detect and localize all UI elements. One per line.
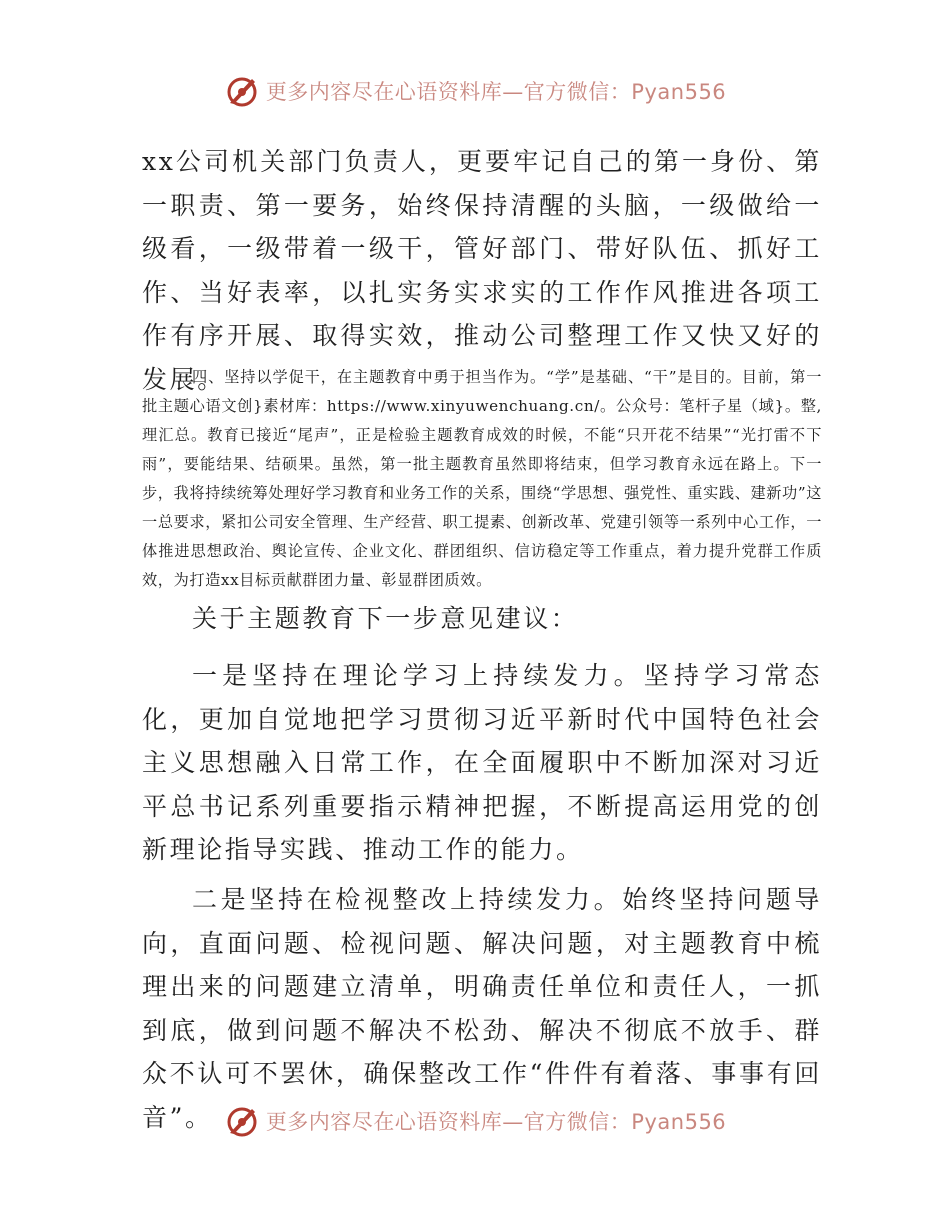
paragraph-review-rectification: 二是坚持在检视整改上持续发力。始终坚持问题导向，直面问题、检视问题、解决问题，对主题教育中梳理出来的问题建立清单，明确责任单位和责任人，一抓到底，做到问题不解决不松劲、解决不彻底不放手、群众不认可不罢休，确保整改工作“件件有着落、事事有回音”。: [142, 885, 822, 1132]
quill-circle-logo-icon: [224, 1103, 260, 1139]
paragraph-learning-to-act: 四、坚持以学促干，在主题教育中勇于担当作为。“学”是基础、“干”是目的。目前，第一批主题心语文创}素材库：https://www.xinyuwenchuang.cn/。公众号：笔杆子星（域}。整,理汇总。教育已接近“尾声”，正是检验主题教育成效的时候，不能“只开花不结果”“光打雷不下雨”，要能结果、结硕果。虽然，第一批主题教育虽然即将结束，但学习教育永远在路上。下一步，我将持续统筹处理好学习教育和业务工作的关系，围绕“学思想、强党性、重实践、建新功”这一总要求，紧扣公司安全管理、生产经营、职工提素、创新改革、党建引领等一系列中心工作，一体推进思想政治、舆论宣传、企业文化、群团组织、信访稳定等工作重点，着力提升党群工作质效，为打造xx目标贡献群团力量、彰显群团质效。: [142, 368, 822, 589]
paragraph-theory-study: 一是坚持在理论学习上持续发力。坚持学习常态化，更加自觉地把学习贯彻习近平新时代中国特色社会主义思想融入日常工作，在全面履职中不断加深对习近平总书记系列重要指示精神把握，不断提高运用党的创新理论指导实践、推动工作的能力。: [142, 661, 822, 864]
header-watermark: [0, 70, 950, 112]
footer-watermark: [0, 1100, 950, 1142]
watermark-text: 更多内容尽在心语资料库—官方微信：Pyan556: [265, 80, 727, 104]
watermark-text: 更多内容尽在心语资料库—官方微信：Pyan556: [265, 1110, 727, 1134]
section-heading-suggestions: 关于主题教育下一步意见建议：: [192, 604, 579, 633]
paragraph-leader-responsibility: xx公司机关部门负责人，更要牢记自己的第一身份、第一职责、第一要务，始终保持清醒的头脑，一级做给一级看，一级带着一级干，管好部门、带好队伍、抓好工作、当好表率，以扎实务实求实的工作作风推进各项工作有序开展、取得实效，推动公司整理工作又快又好的发展。: [142, 147, 822, 394]
quill-circle-logo-icon: [224, 73, 260, 109]
